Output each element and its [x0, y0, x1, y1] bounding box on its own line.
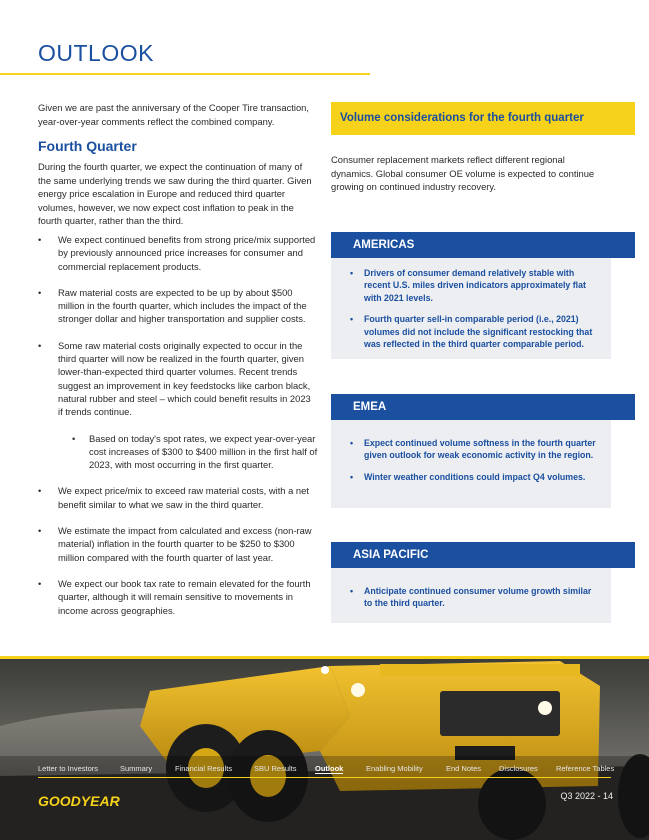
nav-enabling-mobility[interactable]: Enabling Mobility: [366, 764, 423, 773]
nav-outlook[interactable]: Outlook: [315, 764, 344, 773]
region-point: • Anticipate continued consumer volume growth similar to the third quarter.: [343, 585, 601, 610]
bullet-item: • Raw material costs are expected to be up by about $500 million in the fourth quarter, which includes the impact of the stronger dollar and higher transportation and supplier costs.: [38, 286, 318, 326]
nav-disclosures[interactable]: Disclosures: [499, 764, 538, 773]
region-point: • Expect continued volume softness in the fourth quarter given outlook for weak economic activity in the region.: [343, 437, 601, 462]
region-box-emea: [331, 420, 611, 508]
region-box-asia-pacific: [331, 568, 611, 623]
region-heading-americas: AMERICAS: [331, 232, 635, 258]
nav-reference-tables[interactable]: Reference Tables: [556, 764, 615, 773]
bullet-item: • We estimate the impact from calculated and excess (non-raw material) inflation in the fourth quarter to be $250 to $300 million compared with the fourth quarter of last year.: [38, 524, 318, 564]
section-heading: Fourth Quarter: [38, 138, 137, 154]
region-heading-emea: EMEA: [331, 394, 635, 420]
logo-wordmark: GOODYEAR: [38, 793, 120, 809]
nav-sbu-results[interactable]: SBU Results: [254, 764, 297, 773]
volume-text: Consumer replacement markets reflect different regional dynamics. Global consumer OE volume is expected to continue growing on continued industry recovery.: [331, 154, 595, 192]
region-point: • Fourth quarter sell-in comparable period (i.e., 2021) volumes did not include the significant restocking that was reflected in the third quarter comparable period.: [343, 313, 601, 350]
region-point: • Drivers of consumer demand relatively stable with recent U.S. miles driven indicators approximately flat with 2021 levels.: [343, 267, 601, 304]
region-point: • Winter weather conditions could impact Q4 volumes.: [343, 471, 601, 483]
intro-text: Given we are past the anniversary of the Cooper Tire transaction, year-over-year comments reflect the combined company.: [38, 102, 309, 127]
bullet-item: • We expect our book tax rate to remain elevated for the fourth quarter, although it will remain sensitive to movements in income across geographies.: [38, 577, 318, 617]
nav-letter-to-investors[interactable]: Letter to Investors: [38, 764, 99, 773]
bullet-item: • We expect continued benefits from strong price/mix supported by previously announced price increases for consumer and commercial replacement products.: [38, 233, 318, 273]
footer-nav: [0, 764, 649, 776]
haul-truck-photo: [0, 656, 649, 840]
title-underline: [0, 73, 370, 75]
bullet-item: • We expect price/mix to exceed raw material costs, with a net benefit similar to what we saw in the third quarter.: [38, 484, 318, 511]
goodyear-logo: [38, 791, 142, 811]
page-number: Q3 2022 - 14: [560, 791, 613, 801]
bullet-item: • Some raw material costs originally expected to occur in the third quarter will now be realized in the fourth quarter, given lower-than-expected third quarter volumes. Recent trends suggest an improvement in key feedstocks like carbon black, natural rubber and steel – which could benefit results in 2023 if trends continue.: [38, 339, 318, 419]
sub-bullet-item: • Based on today's spot rates, we expect year-over-year cost increases of $300 to $400 million in the first half of 2023, with most occurring in the first quarter.: [38, 432, 318, 472]
outlook-bullet-list: [38, 233, 318, 630]
fourth-quarter-paragraph: During the fourth quarter, we expect the continuation of many of the same underlying trends we saw during the third quarter. Given energy price escalation in Europe and reduced third quarter volumes, however, we now expect cost inflation to peak in the fourth quarter, rather than the third.: [38, 161, 312, 226]
nav-end-notes[interactable]: End Notes: [446, 764, 482, 773]
nav-divider: [38, 777, 611, 778]
nav-financial-results[interactable]: Financial Results: [175, 764, 233, 773]
volume-heading: Volume considerations for the fourth quarter: [331, 102, 635, 135]
nav-summary[interactable]: Summary: [120, 764, 153, 773]
region-heading-asia-pacific: ASIA PACIFIC: [331, 542, 635, 568]
photo-top-stripe: [0, 656, 649, 659]
region-box-americas: [331, 258, 611, 359]
page-title: OUTLOOK: [38, 40, 154, 66]
haul-truck-illustration: [0, 656, 649, 840]
